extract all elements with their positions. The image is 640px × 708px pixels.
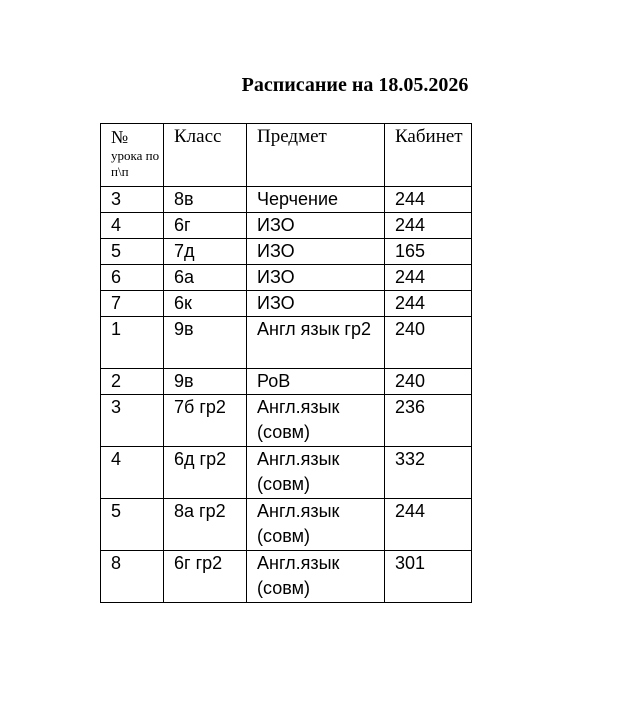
- cell-room: 244: [385, 187, 472, 213]
- cell-room: 332: [385, 447, 472, 499]
- cell-class: 7б гр2: [164, 395, 247, 447]
- cell-class: 8в: [164, 187, 247, 213]
- cell-subject: РоВ: [247, 369, 385, 395]
- cell-subject: Англ.язык (совм): [247, 447, 385, 499]
- schedule-table: [100, 123, 472, 603]
- cell-class: 6а: [164, 265, 247, 291]
- cell-subject: Англ язык гр2: [247, 317, 385, 369]
- cell-subject: Англ.язык (совм): [247, 551, 385, 603]
- cell-room: 165: [385, 239, 472, 265]
- cell-subject: ИЗО: [247, 239, 385, 265]
- cell-lesson: 7: [101, 291, 164, 317]
- table-row: [101, 213, 472, 239]
- table-header-row: [101, 124, 472, 187]
- cell-class: 9в: [164, 369, 247, 395]
- cell-subject: ИЗО: [247, 291, 385, 317]
- cell-subject: ИЗО: [247, 213, 385, 239]
- table-row: [101, 291, 472, 317]
- cell-lesson: 2: [101, 369, 164, 395]
- cell-subject: Англ.язык (совм): [247, 395, 385, 447]
- cell-class: 6г гр2: [164, 551, 247, 603]
- cell-subject: Англ.язык (совм): [247, 499, 385, 551]
- cell-lesson: 5: [101, 239, 164, 265]
- cell-lesson: 3: [101, 395, 164, 447]
- cell-room: 236: [385, 395, 472, 447]
- table-row: [101, 317, 472, 369]
- table-row: [101, 265, 472, 291]
- cell-lesson: 3: [101, 187, 164, 213]
- cell-class: 6к: [164, 291, 247, 317]
- cell-class: 9в: [164, 317, 247, 369]
- header-lesson-number: [101, 124, 164, 187]
- cell-lesson: 1: [101, 317, 164, 369]
- cell-class: 7д: [164, 239, 247, 265]
- cell-room: 240: [385, 317, 472, 369]
- cell-room: 240: [385, 369, 472, 395]
- cell-room: 244: [385, 499, 472, 551]
- number-sign: №: [111, 127, 129, 147]
- cell-room: 244: [385, 265, 472, 291]
- cell-class: 6г: [164, 213, 247, 239]
- table-row: [101, 369, 472, 395]
- table-row: [101, 499, 472, 551]
- table-row: [101, 551, 472, 603]
- table-row: [101, 187, 472, 213]
- number-subtitle: урока по п\п: [111, 148, 160, 179]
- table-row: [101, 239, 472, 265]
- table-row: [101, 395, 472, 447]
- header-room: Кабинет: [385, 124, 472, 187]
- cell-subject: ИЗО: [247, 265, 385, 291]
- cell-lesson: 8: [101, 551, 164, 603]
- cell-room: 301: [385, 551, 472, 603]
- table-row: [101, 447, 472, 499]
- cell-room: 244: [385, 213, 472, 239]
- cell-subject: Черчение: [247, 187, 385, 213]
- header-subject: Предмет: [247, 124, 385, 187]
- cell-lesson: 6: [101, 265, 164, 291]
- cell-lesson: 5: [101, 499, 164, 551]
- page-title: Расписание на 18.05.2026: [241, 74, 469, 96]
- cell-class: 6д гр2: [164, 447, 247, 499]
- cell-class: 8а гр2: [164, 499, 247, 551]
- cell-lesson: 4: [101, 447, 164, 499]
- cell-lesson: 4: [101, 213, 164, 239]
- header-class: Класс: [164, 124, 247, 187]
- cell-room: 244: [385, 291, 472, 317]
